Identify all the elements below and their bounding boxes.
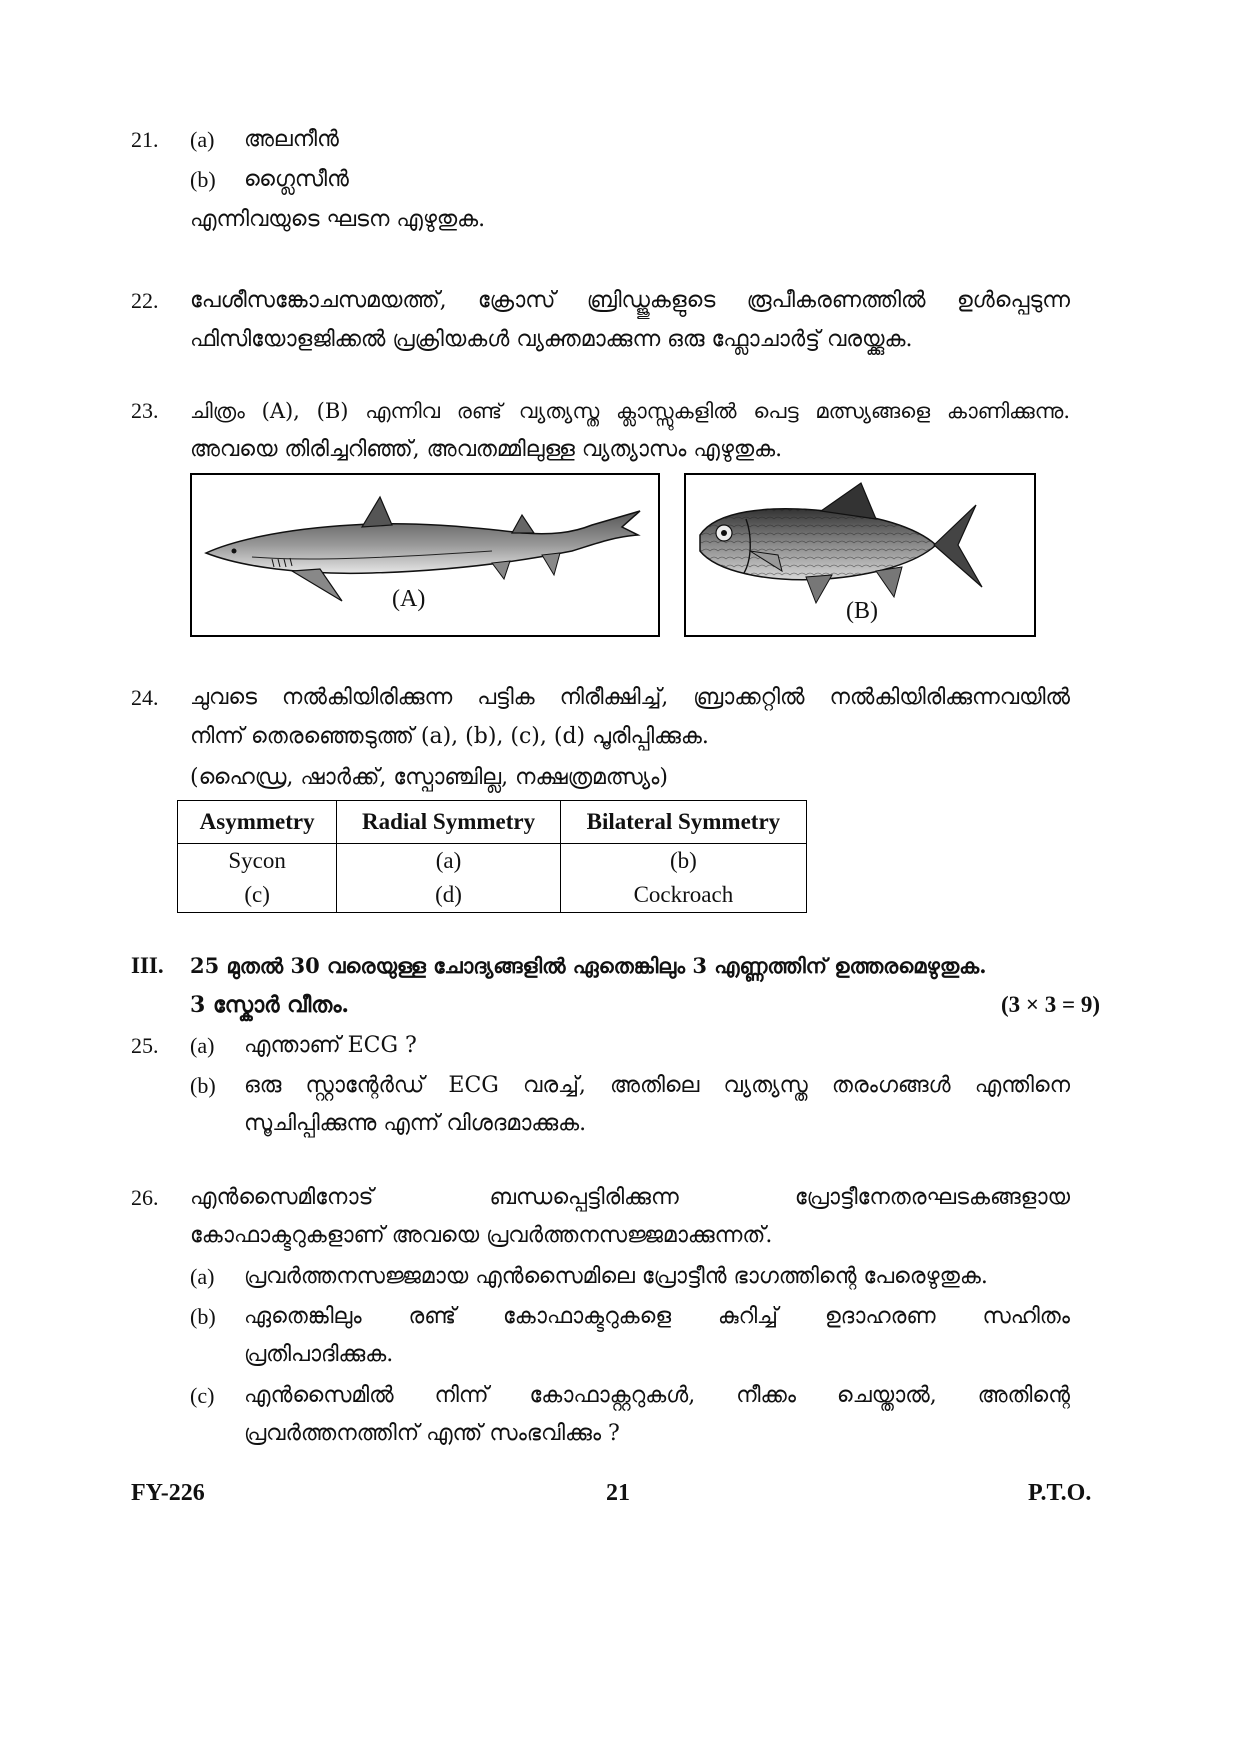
table-row bbox=[178, 878, 807, 913]
q26-c-label: (c) bbox=[190, 1383, 215, 1408]
q26-line-1: എൻസൈമിനോട് ബന്ധപ്പെട്ടിരിക്കുന്ന പ്രോട്ടീനേതരഘടകങ്ങളായ bbox=[190, 1185, 1070, 1210]
section-roman-numeral: III. bbox=[131, 953, 164, 978]
section-instruction-line-1: 25 മുതൽ 30 വരെയുള്ള ചോദ്യങ്ങളിൽ ഏതെങ്കിലും 3 എണ്ണത്തിന് ഉത്തരമെഴുതുക. bbox=[190, 953, 987, 978]
question-number-25: 25. bbox=[131, 1033, 159, 1058]
q26-b-line-1: ഏതെങ്കിലും രണ്ട് കോഫാക്ടറുകളെ കുറിച്ച് ഉദാഹരണ സഹിതം bbox=[244, 1304, 1070, 1329]
table-cell: (c) bbox=[178, 878, 337, 913]
figure-a-caption: (A) bbox=[392, 586, 426, 612]
table-header-cell: Asymmetry bbox=[178, 801, 337, 844]
q21-a-text: അലനീൻ bbox=[244, 127, 339, 152]
q26-b-label: (b) bbox=[190, 1304, 216, 1329]
footer-pto: P.T.O. bbox=[1028, 1480, 1092, 1506]
q26-c-line-2: പ്രവർത്തനത്തിന് എന്ത് സംഭവിക്കും ? bbox=[244, 1421, 620, 1446]
q22-line-2: ഫിസിയോളജിക്കൽ പ്രക്രിയകൾ വ്യക്തമാക്കുന്ന ഒരു ഫ്ലോചാർട്ട് വരയ്ക്കുക. bbox=[190, 327, 913, 352]
q24-line-1: ചുവടെ നൽകിയിരിക്കുന്ന പട്ടിക നിരീക്ഷിച്ച്, ബ്രാക്കറ്റിൽ നൽകിയിരിക്കുന്നവയിൽ bbox=[190, 685, 1070, 710]
table-header-row bbox=[178, 801, 807, 844]
table-header-cell: Bilateral Symmetry bbox=[560, 801, 806, 844]
q26-b-line-2: പ്രതിപാദിക്കുക. bbox=[244, 1342, 394, 1367]
table-header-cell: Radial Symmetry bbox=[337, 801, 561, 844]
table-cell: Cockroach bbox=[560, 878, 806, 913]
table-cell: (d) bbox=[337, 878, 561, 913]
question-number-24: 24. bbox=[131, 685, 159, 710]
figure-b-caption: (B) bbox=[846, 598, 878, 624]
q25-b-line-2: സൂചിപ്പിക്കുന്നു എന്ന് വിശദമാക്കുക. bbox=[244, 1111, 587, 1136]
q21-a-label: (a) bbox=[190, 127, 215, 152]
question-number-23: 23. bbox=[131, 398, 159, 423]
q21-b-text: ഗ്ലൈസീൻ bbox=[244, 167, 349, 192]
q26-a-label: (a) bbox=[190, 1264, 215, 1289]
q24-line-2: നിന്ന് തെരഞ്ഞെടുത്ത് (a), (b), (c), (d) പൂരിപ്പിക്കുക. bbox=[190, 724, 709, 749]
question-number-22: 22. bbox=[131, 288, 159, 313]
q22-line-1: പേശീസങ്കോചസമയത്ത്, ക്രോസ് ബ്രിഡ്ജുകളുടെ രൂപീകരണത്തിൽ ഉൾപ്പെടുന്ന bbox=[190, 288, 1070, 313]
symmetry-table bbox=[177, 800, 807, 913]
q26-c-line-1: എൻസൈമിൽ നിന്ന് കോഫാക്റ്ററുകൾ, നീക്കം ചെയ്താൽ, അതിന്റെ bbox=[244, 1383, 1070, 1408]
footer-page-number: 21 bbox=[606, 1480, 630, 1506]
q25-a-text: എന്താണ് ECG ? bbox=[244, 1033, 417, 1058]
table-row bbox=[178, 844, 807, 879]
q23-line-1: ചിത്രം (A), (B) എന്നിവ രണ്ട് വ്യത്യസ്ത ക്ലാസ്സുകളിൽ പെട്ട മത്സ്യങ്ങളെ കാണിക്കുന്നു. bbox=[190, 399, 1070, 423]
section-marks: (3 × 3 = 9) bbox=[1001, 992, 1101, 1017]
q25-b-line-1: ഒരു സ്റ്റാന്റേർഡ് ECG വരച്ച്, അതിലെ വ്യത്യസ്ത തരംഗങ്ങൾ എന്തിനെ bbox=[244, 1073, 1070, 1098]
q21-instruction: എന്നിവയുടെ ഘടന എഴുതുക. bbox=[190, 207, 486, 232]
q25-b-label: (b) bbox=[190, 1073, 216, 1098]
question-number-26: 26. bbox=[131, 1185, 159, 1210]
q25-a-label: (a) bbox=[190, 1033, 215, 1058]
q23-line-2: അവയെ തിരിച്ചറിഞ്ഞ്, അവതമ്മിലുള്ള വ്യത്യാസം എഴുതുക. bbox=[190, 437, 783, 462]
q21-b-label: (b) bbox=[190, 167, 216, 192]
table-cell: (a) bbox=[337, 844, 561, 879]
question-number-21: 21. bbox=[131, 127, 159, 152]
table-cell: (b) bbox=[560, 844, 806, 879]
footer-paper-code: FY-226 bbox=[131, 1480, 205, 1506]
q26-line-2: കോഫാക്ടറുകളാണ് അവയെ പ്രവർത്തനസജ്ജമാക്കുന്നത്. bbox=[190, 1223, 773, 1248]
section-instruction-line-2: 3 സ്കോർ വീതം. bbox=[190, 992, 350, 1018]
q24-options: (ഹൈഡ്ര, ഷാർക്ക്, സ്പോഞ്ചില്ല, നക്ഷത്രമത്സ്യം) bbox=[190, 765, 668, 790]
q26-a-text: പ്രവർത്തനസജ്ജമായ എൻസൈമിലെ പ്രോട്ടീൻ ഭാഗത്തിന്റെ പേരെഴുതുക. bbox=[244, 1264, 988, 1289]
table-cell: Sycon bbox=[178, 844, 337, 879]
